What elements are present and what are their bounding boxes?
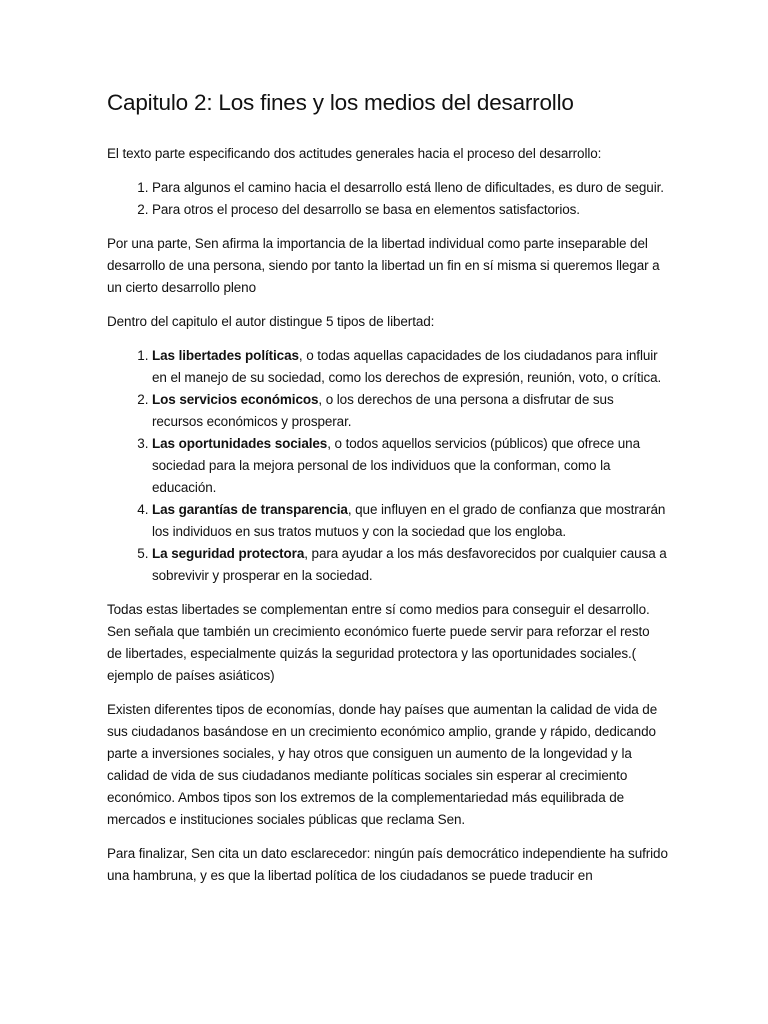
freedoms-list bbox=[107, 345, 668, 587]
freedom-description: , o todas aquellas capacidades de los ciudadanos para influir en el manejo de su sociedad, como los derechos de expresión, reunión, voto, o crítica. bbox=[152, 348, 662, 385]
list-item bbox=[152, 345, 668, 389]
list-item bbox=[152, 433, 668, 499]
chapter-title: Capitulo 2: Los fines y los medios del desarrollo bbox=[107, 90, 574, 115]
paragraph-economias: Existen diferentes tipos de economías, donde hay países que aumentan la calidad de vida de sus ciudadanos basándose en un crecimiento económico amplio, grande y rápido, dedicando parte a inversiones sociales, y hay otros que consiguen un aumento de la longevidad y la calidad de vida de sus ciudadanos mediante políticas sociales sin esperar al crecimiento económico. Ambos tipos son los extremos de la complementariedad más equilibrada de mercados e instituciones sociales públicas que reclama Sen. bbox=[107, 702, 658, 827]
freedom-term: Las garantías de transparencia bbox=[152, 502, 348, 517]
list-item bbox=[152, 389, 668, 433]
intro-paragraph: El texto parte especificando dos actitudes generales hacia el proceso del desarrollo: bbox=[107, 146, 602, 161]
freedom-description: , para ayudar a los más desfavorecidos por cualquier causa a sobrevivir y prosperar en la sociedad. bbox=[152, 546, 667, 583]
freedom-description: , que influyen en el grado de confianza que mostrarán los individuos en sus tratos mutuos y con la sociedad que los engloba. bbox=[152, 502, 666, 539]
freedom-description: , o los derechos de una persona a disfrutar de sus recursos económicos y prosperar. bbox=[152, 392, 614, 429]
freedom-description: , o todos aquellos servicios (públicos) que ofrece una sociedad para la mejora personal de los individuos que la conforman, como la educación. bbox=[152, 436, 640, 495]
attitudes-list bbox=[107, 177, 668, 221]
list-item: 1. Para algunos el camino hacia el desarrollo está lleno de dificultades, es duro de seguir. bbox=[152, 177, 668, 199]
freedom-term: Las oportunidades sociales bbox=[152, 436, 328, 451]
paragraph-complementan: Todas estas libertades se complementan entre sí como medios para conseguir el desarrollo. Sen señala que también un crecimiento económico fuerte puede servir para reforzar el resto de libertades, especialmente quizás la seguridad protectora y las oportunidades sociales.( ejemplo de países asiáticos) bbox=[107, 602, 650, 683]
freedom-term: Los servicios económicos bbox=[152, 392, 319, 407]
list-item: 2. Para otros el proceso del desarrollo se basa en elementos satisfactorios. bbox=[152, 199, 668, 221]
paragraph-tipos-libertad: Dentro del capitulo el autor distingue 5 tipos de libertad: bbox=[107, 314, 435, 329]
freedom-term: La seguridad protectora bbox=[152, 546, 305, 561]
list-item bbox=[152, 543, 668, 587]
list-item bbox=[152, 499, 668, 543]
paragraph-finalizar: Para finalizar, Sen cita un dato esclarecedor: ningún país democrático independiente ha sufrido una hambruna, y es que la libertad política de los ciudadanos se puede traducir en bbox=[107, 846, 668, 883]
paragraph-libertad-individual: Por una parte, Sen afirma la importancia de la libertad individual como parte inseparable del desarrollo de una persona, siendo por tanto la libertad un fin en sí misma si queremos llegar a un cierto desarrollo pleno bbox=[107, 236, 660, 295]
freedom-term: Las libertades políticas bbox=[152, 348, 299, 363]
